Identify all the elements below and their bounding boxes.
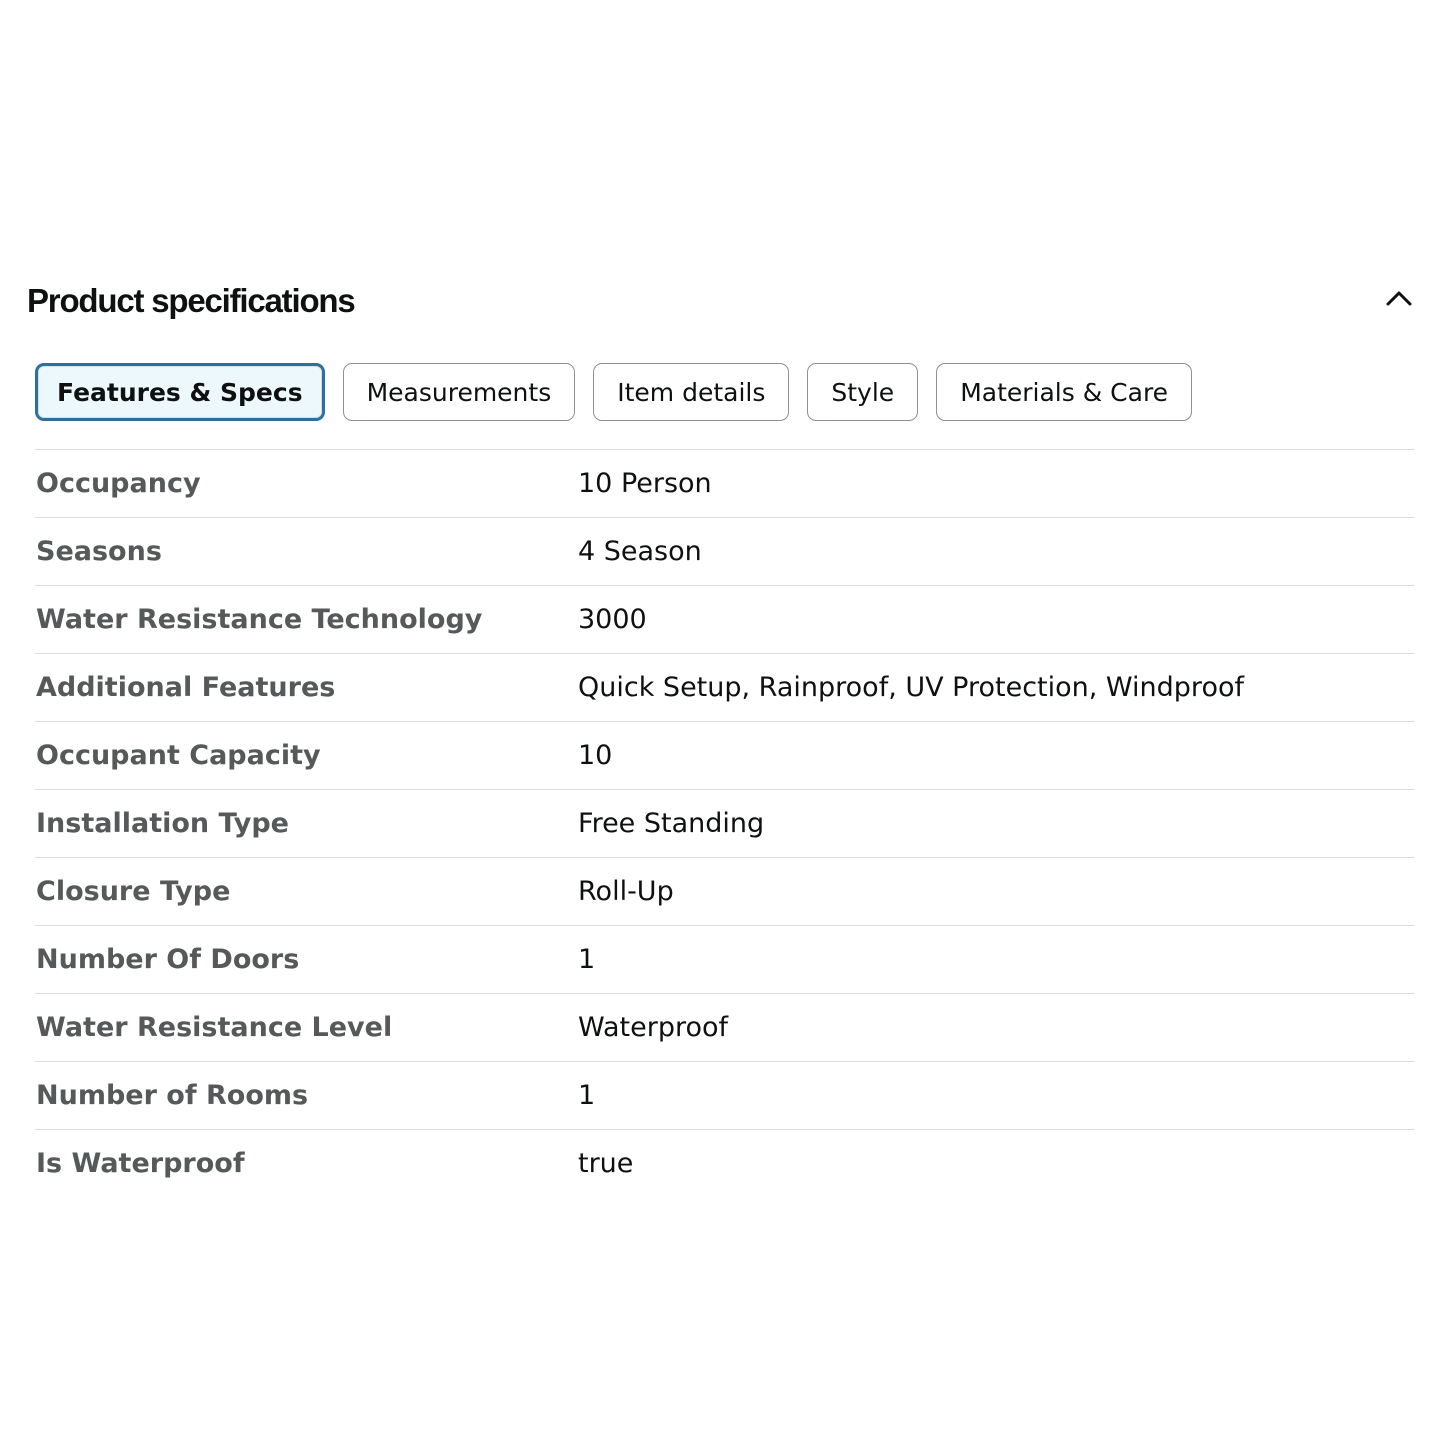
- spec-row: [35, 722, 1414, 790]
- collapse-section-button[interactable]: [1381, 280, 1417, 316]
- spec-label: Water Resistance Technology: [36, 604, 483, 635]
- spec-value: 1: [578, 944, 596, 975]
- spec-row: [35, 858, 1414, 926]
- spec-value: 1: [578, 1080, 596, 1111]
- spec-value: 3000: [578, 604, 647, 635]
- spec-label: Closure Type: [36, 876, 231, 907]
- spec-label: Number Of Doors: [36, 944, 300, 975]
- spec-label: Occupant Capacity: [36, 740, 321, 771]
- spec-label: Water Resistance Level: [36, 1012, 393, 1043]
- spec-row: [35, 926, 1414, 994]
- spec-label: Is Waterproof: [36, 1148, 245, 1179]
- spec-label: Number of Rooms: [36, 1080, 309, 1111]
- spec-value: 10 Person: [578, 468, 712, 499]
- spec-value: Roll-Up: [578, 876, 674, 907]
- tab-features-specs[interactable]: Features & Specs: [35, 363, 325, 421]
- tab-item-details[interactable]: Item details: [593, 363, 789, 421]
- spec-table: [35, 449, 1414, 1197]
- spec-label: Installation Type: [36, 808, 289, 839]
- spec-value: true: [578, 1148, 634, 1179]
- spec-row: [35, 450, 1414, 518]
- spec-label: Occupancy: [36, 468, 201, 499]
- spec-tabs: [35, 363, 1192, 421]
- tab-materials-care[interactable]: Materials & Care: [936, 363, 1192, 421]
- spec-row: [35, 654, 1414, 722]
- chevron-up-icon: [1385, 289, 1413, 307]
- spec-value: Free Standing: [578, 808, 765, 839]
- tab-style[interactable]: Style: [807, 363, 918, 421]
- spec-row: [35, 790, 1414, 858]
- section-header: [27, 278, 1417, 324]
- spec-value: 4 Season: [578, 536, 702, 567]
- spec-value: Waterproof: [578, 1012, 729, 1043]
- spec-label: Seasons: [36, 536, 162, 567]
- spec-row: [35, 994, 1414, 1062]
- spec-row: [35, 518, 1414, 586]
- tab-measurements[interactable]: Measurements: [343, 363, 576, 421]
- section-title: Product specifications: [27, 282, 355, 319]
- spec-label: Additional Features: [36, 672, 336, 703]
- spec-row: [35, 1130, 1414, 1197]
- spec-row: [35, 1062, 1414, 1130]
- spec-value: 10: [578, 740, 613, 771]
- spec-value: Quick Setup, Rainproof, UV Protection, Windproof: [578, 672, 1244, 703]
- spec-row: [35, 586, 1414, 654]
